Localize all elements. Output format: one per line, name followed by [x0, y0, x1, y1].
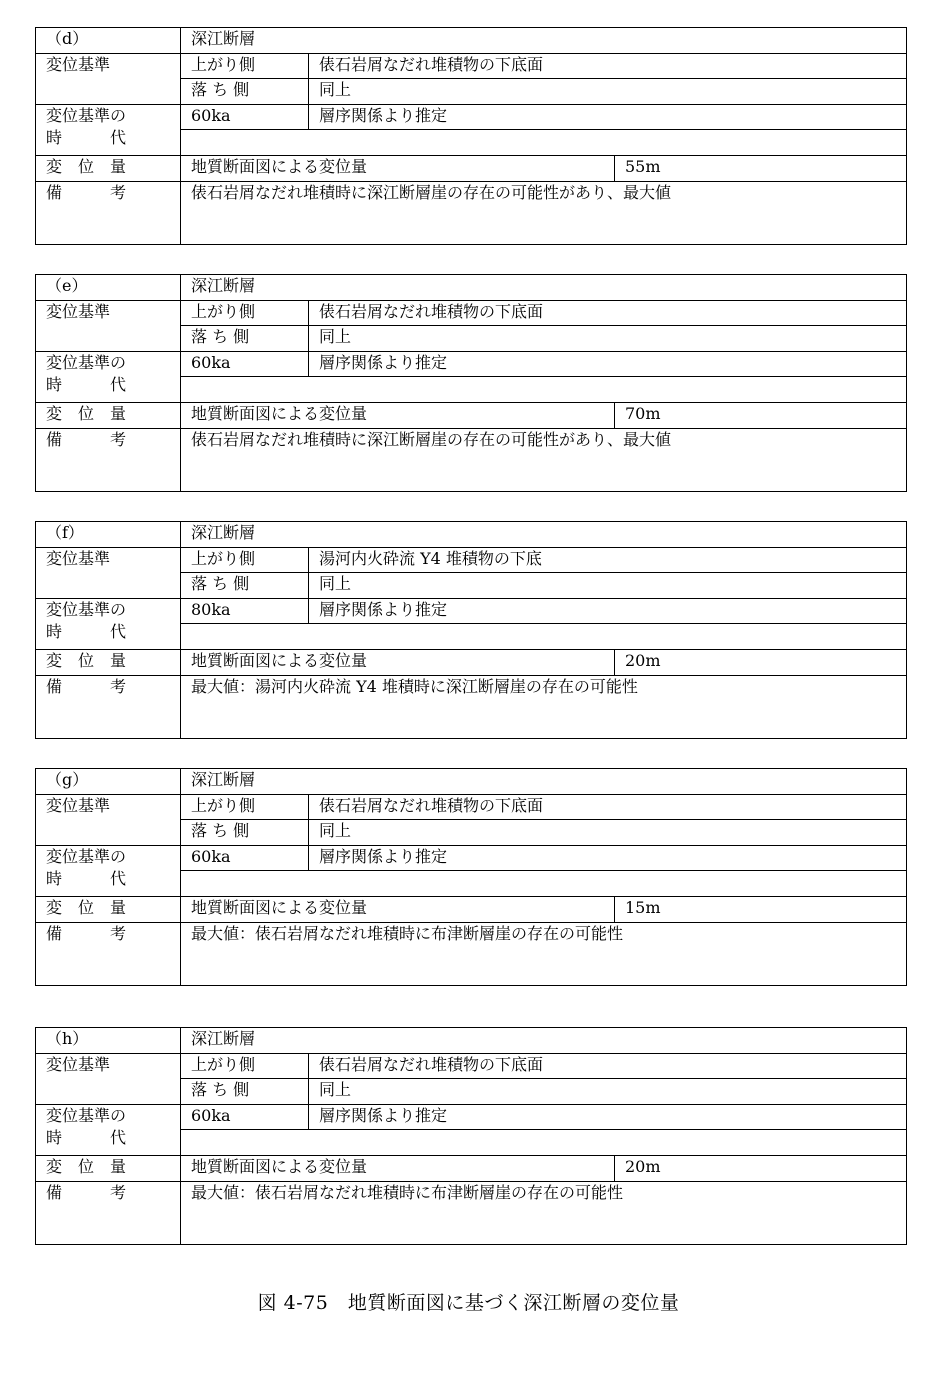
table-row	[36, 1053, 907, 1079]
table-row	[36, 598, 907, 624]
age-value: 60ka	[181, 104, 309, 130]
table-row	[36, 794, 907, 820]
fault-name: 深江断層	[181, 1028, 907, 1054]
downthrown-side-label: 落 ち 側	[181, 820, 309, 846]
age-blank-cell	[181, 377, 907, 403]
remarks-label: 備 考	[36, 922, 181, 985]
table-row	[36, 28, 907, 54]
remarks-label: 備 考	[36, 181, 181, 244]
reference-label: 変位基準	[36, 53, 181, 104]
table-row	[36, 275, 907, 301]
age-label-line1: 変位基準の	[46, 352, 127, 372]
downthrown-side-value: 同上	[309, 573, 907, 599]
remarks-text: 俵石岩屑なだれ堆積時に深江断層崖の存在の可能性があり、最大値	[181, 181, 907, 244]
age-label-line1: 変位基準の	[46, 1105, 127, 1125]
fault-name: 深江断層	[181, 28, 907, 54]
remarks-text: 俵石岩屑なだれ堆積時に深江断層崖の存在の可能性があり、最大値	[181, 428, 907, 491]
fault-name: 深江断層	[181, 769, 907, 795]
figure-caption: 図 4-75 地質断面図に基づく深江断層の変位量	[257, 1292, 680, 1314]
age-note: 層序関係より推定	[309, 845, 907, 871]
downthrown-side-label: 落 ち 側	[181, 573, 309, 599]
record-label: （h）	[36, 1028, 181, 1054]
age-label-line2: 時 代	[46, 621, 127, 641]
table-row	[36, 53, 907, 79]
record-label: （f）	[36, 522, 181, 548]
age-value: 60ka	[181, 351, 309, 377]
record-label: （e）	[36, 275, 181, 301]
displacement-value: 20m	[615, 649, 907, 675]
upthrown-side-label: 上がり側	[181, 300, 309, 326]
reference-label: 変位基準	[36, 547, 181, 598]
table-row	[36, 104, 907, 130]
age-value: 80ka	[181, 598, 309, 624]
downthrown-side-label: 落 ち 側	[181, 326, 309, 352]
upthrown-side-value: 湯河内火砕流 Y4 堆積物の下底	[309, 547, 907, 573]
displacement-label: 変 位 量	[36, 649, 181, 675]
age-note: 層序関係より推定	[309, 1104, 907, 1130]
table-row	[36, 1028, 907, 1054]
age-label-line2: 時 代	[46, 374, 127, 394]
displacement-method: 地質断面図による変位量	[181, 1155, 615, 1181]
age-label-line2: 時 代	[46, 127, 127, 147]
reference-label: 変位基準	[36, 300, 181, 351]
displacement-label: 変 位 量	[36, 1155, 181, 1181]
remarks-label: 備 考	[36, 1181, 181, 1244]
table-row	[36, 845, 907, 871]
age-value: 60ka	[181, 845, 309, 871]
upthrown-side-value: 俵石岩屑なだれ堆積物の下底面	[309, 794, 907, 820]
age-label	[36, 351, 181, 402]
table-row	[36, 896, 907, 922]
age-label-line1: 変位基準の	[46, 846, 127, 866]
fault-name: 深江断層	[181, 522, 907, 548]
displacement-method: 地質断面図による変位量	[181, 155, 615, 181]
displacement-value: 55m	[615, 155, 907, 181]
table-row	[36, 1181, 907, 1244]
age-note: 層序関係より推定	[309, 598, 907, 624]
table-row	[36, 300, 907, 326]
upthrown-side-value: 俵石岩屑なだれ堆積物の下底面	[309, 300, 907, 326]
downthrown-side-value: 同上	[309, 1079, 907, 1105]
age-label-line1: 変位基準の	[46, 105, 127, 125]
displacement-label: 変 位 量	[36, 402, 181, 428]
displacement-label: 変 位 量	[36, 896, 181, 922]
remarks-text: 最大値：俵石岩屑なだれ堆積時に布津断層崖の存在の可能性	[181, 922, 907, 985]
displacement-method: 地質断面図による変位量	[181, 649, 615, 675]
table-row	[36, 769, 907, 795]
displacement-table-h	[35, 1027, 907, 1245]
fault-name: 深江断層	[181, 275, 907, 301]
table-row	[36, 675, 907, 738]
remarks-label: 備 考	[36, 675, 181, 738]
displacement-table-d	[35, 27, 907, 245]
table-row	[36, 351, 907, 377]
record-label: （g）	[36, 769, 181, 795]
downthrown-side-value: 同上	[309, 820, 907, 846]
upthrown-side-label: 上がり側	[181, 794, 309, 820]
table-row	[36, 155, 907, 181]
age-note: 層序関係より推定	[309, 104, 907, 130]
remarks-label: 備 考	[36, 428, 181, 491]
upthrown-side-label: 上がり側	[181, 547, 309, 573]
age-label	[36, 104, 181, 155]
displacement-method: 地質断面図による変位量	[181, 896, 615, 922]
table-row	[36, 522, 907, 548]
upthrown-side-value: 俵石岩屑なだれ堆積物の下底面	[309, 1053, 907, 1079]
table-row	[36, 1155, 907, 1181]
age-blank-cell	[181, 624, 907, 650]
age-blank-cell	[181, 130, 907, 156]
displacement-table-f	[35, 521, 907, 739]
reference-label: 変位基準	[36, 1053, 181, 1104]
age-note: 層序関係より推定	[309, 351, 907, 377]
age-label	[36, 1104, 181, 1155]
remarks-text: 最大値：湯河内火砕流 Y4 堆積時に深江断層崖の存在の可能性	[181, 675, 907, 738]
table-row	[36, 649, 907, 675]
record-label: （d）	[36, 28, 181, 54]
displacement-value: 15m	[615, 896, 907, 922]
age-blank-cell	[181, 1130, 907, 1156]
table-row	[36, 181, 907, 244]
age-value: 60ka	[181, 1104, 309, 1130]
table-row	[36, 547, 907, 573]
downthrown-side-value: 同上	[309, 326, 907, 352]
table-row	[36, 922, 907, 985]
age-label-line2: 時 代	[46, 1127, 127, 1147]
reference-label: 変位基準	[36, 794, 181, 845]
displacement-value: 20m	[615, 1155, 907, 1181]
upthrown-side-value: 俵石岩屑なだれ堆積物の下底面	[309, 53, 907, 79]
upthrown-side-label: 上がり側	[181, 1053, 309, 1079]
table-row	[36, 402, 907, 428]
age-label-line1: 変位基準の	[46, 599, 127, 619]
age-label-line2: 時 代	[46, 868, 127, 888]
displacement-method: 地質断面図による変位量	[181, 402, 615, 428]
upthrown-side-label: 上がり側	[181, 53, 309, 79]
downthrown-side-label: 落 ち 側	[181, 1079, 309, 1105]
downthrown-side-label: 落 ち 側	[181, 79, 309, 105]
age-label	[36, 845, 181, 896]
remarks-text: 最大値：俵石岩屑なだれ堆積時に布津断層崖の存在の可能性	[181, 1181, 907, 1244]
table-row	[36, 1104, 907, 1130]
downthrown-side-value: 同上	[309, 79, 907, 105]
displacement-label: 変 位 量	[36, 155, 181, 181]
age-label	[36, 598, 181, 649]
table-row	[36, 428, 907, 491]
displacement-table-g	[35, 768, 907, 986]
displacement-value: 70m	[615, 402, 907, 428]
displacement-table-e	[35, 274, 907, 492]
age-blank-cell	[181, 871, 907, 897]
